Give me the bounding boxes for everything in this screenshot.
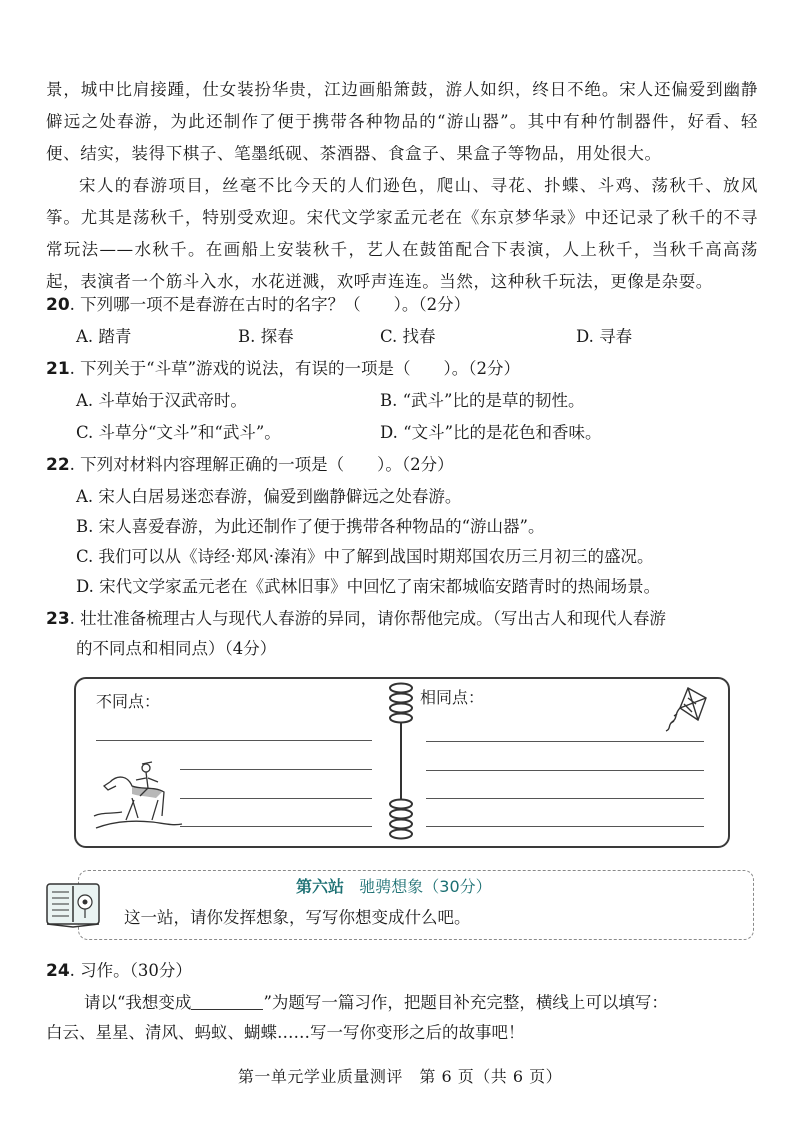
passage-paragraph-2: 宋人的春游项目，丝毫不比今天的人们逊色，爬山、寻花、扑蝶、斗鸡、荡秋千、放风筝。尤其是荡秋千，特别受欢迎。宋代文学家孟元老在《东京梦华录》中还记录了秋千的不寻常玩法——水秋千。在画船上安装秋千，艺人在鼓笛配合下表演，人上秋千，当秋千高高荡起，表演者一个筋斗入水，水花迸溅，欢呼声连连。当然，这种秋千玩法，更像是杂耍。 (46, 176, 758, 291)
question-number: 24 (46, 961, 70, 981)
option-c[interactable]: C. 我们可以从《诗经·郑风·溱洧》中了解到战国时期郑国农历三月初三的盛况。 (76, 547, 654, 566)
station-subtitle: 驰骋想象（30分） (359, 877, 492, 896)
prompt-end: ”为题写一篇习作，把题目补充完整，横线上可以填写： (263, 993, 668, 1012)
question-text: . 下列对材料内容理解正确的一项是（ ）。（2分） (69, 455, 454, 474)
diff-answer-line[interactable] (180, 769, 372, 770)
option-d[interactable]: D. “文斗”比的是花色和香味。 (380, 423, 602, 442)
same-answer-line[interactable] (426, 798, 704, 799)
question-number: 21 (46, 359, 70, 379)
prompt-start: 请以“我想变成 (84, 993, 192, 1012)
option-a[interactable]: A. 宋人白居易迷恋春游，偏爱到幽静僻远之处春游。 (76, 487, 462, 506)
diff-answer-line[interactable] (180, 798, 372, 799)
ring-binder-icon (386, 676, 416, 846)
question-21 (46, 354, 520, 384)
question-number: 22 (46, 455, 70, 475)
question-23 (46, 604, 666, 634)
kite-icon (662, 684, 714, 734)
question-number: 23 (46, 609, 70, 629)
same-label: 相同点： (420, 688, 485, 707)
question-23-line-2: 的不同点和相同点）（4分） (76, 639, 277, 658)
question-24 (46, 956, 192, 986)
question-20 (46, 290, 470, 320)
question-text: . 下列关于“斗草”游戏的说法，有误的一项是（ ）。（2分） (69, 359, 521, 378)
option-c[interactable]: C. 找春 (380, 327, 436, 346)
question-text: . 壮壮准备梳理古人与现代人春游的异同，请你帮他完成。（写出古人和现代人春游 (69, 609, 666, 628)
passage-paragraph-1: 景，城中比肩接踵，仕女装扮华贵，江边画船箫鼓，游人如织，终日不绝。宋人还偏爱到幽静僻远之处春游，为此还制作了便于携带各种物品的“游山器”。其中有种竹制器件，好看、轻便、结实，装得下棋子、笔墨纸砚、茶酒器、食盒子、果盒子等物品，用处很大。 (46, 80, 758, 163)
diff-label: 不同点： (96, 692, 161, 711)
station-instruction: 这一站，请你发挥想象，写写你想变成什么吧。 (124, 908, 471, 927)
option-a[interactable]: A. 斗草始于汉武帝时。 (76, 391, 247, 410)
page-footer: 第一单元学业质量测评 第 6 页（共 6 页） (237, 1067, 563, 1086)
same-answer-line[interactable] (426, 770, 704, 771)
question-22 (46, 450, 454, 480)
option-d[interactable]: D. 宋代文学家孟元老在《武林旧事》中回忆了南宋都城临安踏青时的热闹场景。 (76, 577, 661, 596)
question-24-prompt (84, 988, 668, 1018)
question-text: . 习作。（30分） (69, 961, 192, 980)
question-number: 20 (46, 295, 70, 315)
same-answer-line[interactable] (426, 826, 704, 827)
title-blank[interactable] (191, 991, 263, 1010)
book-icon (44, 880, 102, 930)
option-c[interactable]: C. 斗草分“文斗”和“武斗”。 (76, 423, 281, 442)
option-b[interactable]: B. 宋人喜爱春游，为此还制作了便于携带各种物品的“游山器”。 (76, 517, 545, 536)
question-24-line-2: 白云、星星、清风、蚂蚁、蝴蝶……写一写你变形之后的故事吧！ (46, 1023, 525, 1042)
horse-rider-icon (92, 756, 184, 836)
question-text: . 下列哪一项不是春游在古时的名字？（ ）。（2分） (69, 295, 471, 314)
option-a[interactable]: A. 踏青 (76, 327, 132, 346)
diff-answer-line[interactable] (96, 740, 372, 741)
station-number: 第六站 (296, 877, 345, 896)
option-b[interactable]: B. 探春 (238, 327, 294, 346)
option-b[interactable]: B. “武斗”比的是草的韧性。 (380, 391, 585, 410)
same-answer-line[interactable] (426, 741, 704, 742)
diff-answer-line[interactable] (180, 826, 372, 827)
option-d[interactable]: D. 寻春 (576, 327, 633, 346)
station-title (296, 876, 492, 898)
